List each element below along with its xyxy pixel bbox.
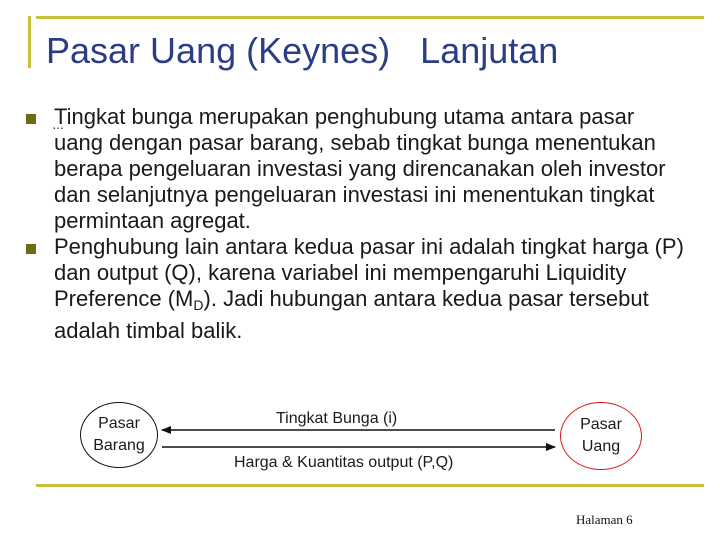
slide-title: Pasar Uang (Keynes) Lanjutan [46,30,559,71]
bullet-text-2 [54,234,686,344]
bullet-square-icon [26,114,36,124]
frame-bottom-rule [36,484,704,487]
node-pasar-uang [560,402,642,470]
page-number: Halaman 6 [576,512,633,527]
node-right-line1: Pasar [580,416,622,433]
frame-top-rule [36,16,704,19]
bullet-2-subscript: D [193,297,204,313]
bullet-2-text-before: Penghubung lain antara kedua pasar ini adalah tingkat harga (P) dan output (Q), karena variabel ini mempengaruhi Liquidity Preference (M [54,234,684,311]
node-left-line2: Barang [93,437,145,454]
arrow-label-interest: Tingkat Bunga (i) [276,410,398,427]
node-left-line1: Pasar [98,415,140,432]
bullet-square-icon [26,244,36,254]
bullet-1-text: Tingkat bunga merupakan penghubung utama antara pasar uang dengan pasar barang, sebab tingkat bunga menentukan berapa pengeluaran investasi yang direncanakan oleh investor dan selanjutnya pengeluaran investasi ini menentukan tingkat permintaan agregat. [54,104,666,233]
bullet-list [26,104,686,344]
frame-left-rule [28,16,31,68]
arrow-label-price-output: Harga & Kuantitas output (P,Q) [234,454,454,471]
market-link-diagram [0,390,720,482]
bullet-2-text-after: ). Jadi hubungan antara kedua pasar tersebut adalah timbal balik. [54,286,649,343]
node-right-line2: Uang [581,438,621,455]
node-pasar-barang [80,402,158,468]
bullet-item-2 [26,234,686,344]
bullet-item-1 [26,104,686,234]
bullet-text-1 [54,104,686,234]
